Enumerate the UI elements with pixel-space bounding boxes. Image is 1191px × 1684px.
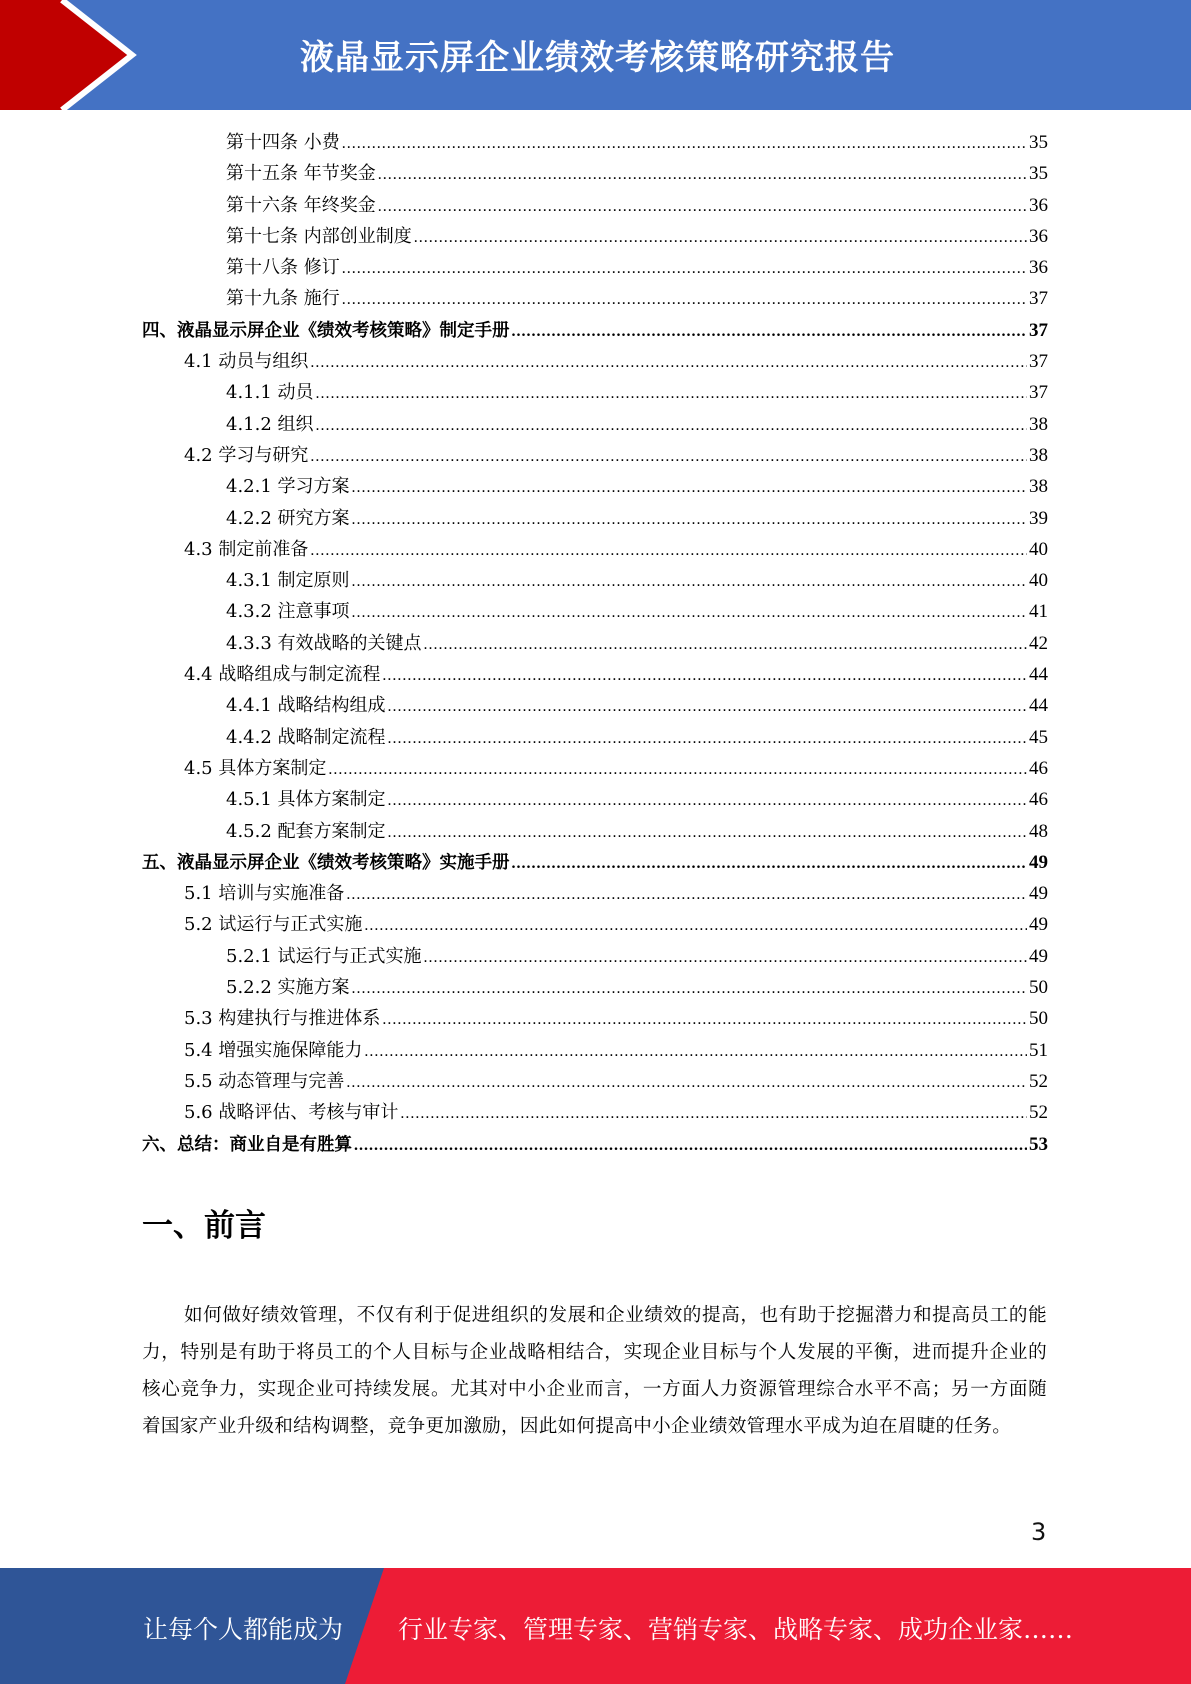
toc-entry-page: 37: [1029, 288, 1048, 310]
toc-dot-leader: [424, 942, 1027, 973]
toc-dot-leader: [352, 566, 1027, 597]
toc-entry-page: 44: [1029, 664, 1048, 686]
toc-entry-label: 第十四条 小费: [226, 132, 340, 153]
toc-dot-leader: [382, 660, 1027, 691]
header-title: 液晶显示屏企业绩效考核策略研究报告: [300, 38, 895, 78]
toc-entry-page: 35: [1029, 132, 1048, 153]
footer-slogan-right: 行业专家、管理专家、营销专家、战略专家、成功企业家……: [398, 1615, 1074, 1644]
toc-entry-page: 44: [1029, 695, 1048, 717]
toc-dot-leader: [342, 253, 1027, 284]
toc-entry-page: 52: [1029, 1102, 1048, 1124]
toc-entry-page: 51: [1029, 1039, 1048, 1061]
toc-entry-label: 四、液晶显示屏企业《绩效考核策略》制定手册: [142, 320, 510, 341]
toc-entry[interactable]: [142, 565, 1048, 596]
toc-dot-leader: [388, 691, 1027, 722]
toc-entry-label: 4.4.2 战略制定流程: [226, 726, 386, 748]
toc-entry-page: 36: [1029, 194, 1048, 216]
toc-entry[interactable]: [142, 283, 1048, 314]
toc-entry[interactable]: [142, 1003, 1048, 1034]
toc-entry-page: 36: [1029, 225, 1048, 247]
toc-entry-page: 53: [1029, 1133, 1048, 1155]
toc-entry-label: 4.4.1 战略结构组成: [226, 695, 386, 717]
toc-entry-label: 4.3.2 注意事项: [226, 601, 350, 623]
toc-dot-leader: [512, 316, 1028, 347]
toc-dot-leader: [400, 1098, 1027, 1129]
toc-dot-leader: [346, 879, 1027, 910]
page-header-banner: [0, 0, 1191, 110]
toc-entry-page: 38: [1029, 444, 1048, 466]
toc-dot-leader: [310, 535, 1027, 566]
toc-entry-label: 4.5.1 具体方案制定: [226, 789, 386, 811]
toc-entry-page: 49: [1029, 945, 1048, 967]
toc-entry-label: 4.1.2 组织: [226, 413, 314, 435]
toc-dot-leader: [378, 191, 1027, 222]
toc-entry[interactable]: [142, 1035, 1048, 1066]
toc-dot-leader: [512, 848, 1028, 879]
toc-entry-page: 41: [1029, 601, 1048, 623]
toc-dot-leader: [316, 378, 1027, 409]
toc-entry[interactable]: [142, 158, 1048, 189]
toc-entry[interactable]: [142, 409, 1048, 440]
toc-entry[interactable]: [142, 941, 1048, 972]
toc-entry[interactable]: [142, 909, 1048, 940]
toc-entry[interactable]: [142, 346, 1048, 377]
toc-entry-label: 第十五条 年节奖金: [226, 163, 376, 185]
toc-entry[interactable]: [142, 878, 1048, 909]
toc-dot-leader: [388, 785, 1027, 816]
toc-dot-leader: [352, 597, 1027, 628]
toc-entry-label: 4.3.1 制定原则: [226, 570, 350, 592]
toc-entry[interactable]: [142, 753, 1048, 784]
toc-entry-label: 5.2.2 实施方案: [226, 977, 350, 999]
toc-entry-label: 5.4 增强实施保障能力: [184, 1039, 363, 1061]
toc-dot-leader: [364, 910, 1027, 941]
toc-entry-label: 4.1 动员与组织: [184, 351, 309, 373]
toc-entry[interactable]: [142, 440, 1048, 471]
toc-entry[interactable]: [142, 1129, 1048, 1160]
toc-dot-leader: [316, 410, 1027, 441]
toc-entry[interactable]: [142, 972, 1048, 1003]
toc-entry-label: 5.2.1 试运行与正式实施: [226, 945, 422, 967]
toc-dot-leader: [388, 817, 1027, 848]
toc-entry[interactable]: [142, 596, 1048, 627]
toc-entry-label: 5.3 构建执行与推进体系: [184, 1008, 381, 1030]
section-title: 一、前言: [142, 1208, 266, 1244]
toc-entry[interactable]: [142, 315, 1048, 346]
toc-entry-page: 46: [1029, 757, 1048, 779]
toc-entry-page: 37: [1029, 382, 1048, 404]
toc-entry-label: 4.5 具体方案制定: [184, 757, 327, 779]
toc-entry-label: 5.5 动态管理与完善: [184, 1070, 345, 1092]
toc-dot-leader: [342, 128, 1027, 159]
toc-entry[interactable]: [142, 690, 1048, 721]
page-number: 3: [1031, 1518, 1047, 1546]
toc-dot-leader: [352, 472, 1027, 503]
table-of-contents: [142, 127, 1048, 1160]
toc-entry-label: 第十八条 修订: [226, 257, 340, 279]
toc-entry-page: 52: [1029, 1070, 1048, 1092]
toc-entry-page: 40: [1029, 570, 1048, 592]
toc-entry-page: 39: [1029, 507, 1048, 529]
toc-entry-label: 第十七条 内部创业制度: [226, 225, 412, 247]
toc-entry-label: 4.3 制定前准备: [184, 538, 309, 560]
toc-entry-label: 4.4 战略组成与制定流程: [184, 664, 381, 686]
toc-entry-label: 五、液晶显示屏企业《绩效考核策略》实施手册: [142, 852, 510, 873]
toc-entry-page: 38: [1029, 413, 1048, 435]
toc-entry-label: 5.2 试运行与正式实施: [184, 914, 363, 936]
toc-entry[interactable]: [142, 534, 1048, 565]
toc-dot-leader: [352, 973, 1027, 1004]
toc-entry[interactable]: [142, 659, 1048, 690]
toc-entry-label: 第十六条 年终奖金: [226, 194, 376, 216]
toc-entry-page: 45: [1029, 726, 1048, 748]
toc-dot-leader: [310, 441, 1027, 472]
toc-dot-leader: [414, 222, 1027, 253]
toc-dot-leader: [310, 347, 1027, 378]
toc-entry-page: 42: [1029, 632, 1048, 654]
toc-entry[interactable]: [142, 377, 1048, 408]
toc-dot-leader: [352, 504, 1027, 535]
toc-entry-label: 4.5.2 配套方案制定: [226, 820, 386, 842]
toc-dot-leader: [424, 629, 1027, 660]
toc-entry-page: 35: [1029, 163, 1048, 185]
toc-entry[interactable]: [142, 816, 1048, 847]
toc-entry-label: 4.2 学习与研究: [184, 444, 309, 466]
toc-dot-leader: [328, 754, 1027, 785]
toc-entry-page: 38: [1029, 476, 1048, 498]
toc-entry[interactable]: [142, 503, 1048, 534]
toc-entry[interactable]: [142, 190, 1048, 221]
toc-entry-label: 第十九条 施行: [226, 288, 340, 310]
toc-entry-page: 50: [1029, 977, 1048, 999]
toc-dot-leader: [354, 1130, 1027, 1161]
toc-entry-page: 46: [1029, 789, 1048, 811]
toc-entry-label: 5.6 战略评估、考核与审计: [184, 1102, 399, 1124]
page-footer-banner: [0, 1568, 1191, 1684]
section-paragraph: 如何做好绩效管理，不仅有利于促进组织的发展和企业绩效的提高，也有助于挖掘潜力和提高员工的能力，特别是有助于将员工的个人目标与企业战略相结合，实现企业目标与个人发展的平衡，进而提升企业的核心竞争力，实现企业可持续发展。尤其对中小企业而言，一方面人力资源管理综合水平不高；另一方面随着国家产业升级和结构调整，竞争更加激励，因此如何提高中小企业绩效管理水平成为迫在眉睫的任务。: [142, 1305, 1047, 1437]
toc-entry-label: 5.1 培训与实施准备: [184, 883, 345, 905]
toc-entry-label: 4.1.1 动员: [226, 382, 314, 404]
toc-dot-leader: [364, 1036, 1027, 1067]
toc-entry[interactable]: [142, 1066, 1048, 1097]
toc-dot-leader: [388, 723, 1027, 754]
toc-entry-page: 48: [1029, 820, 1048, 842]
footer-slogan-left: 让每个人都能成为: [143, 1615, 344, 1644]
toc-dot-leader: [378, 159, 1027, 190]
toc-entry-page: 49: [1029, 883, 1048, 905]
toc-dot-leader: [342, 284, 1027, 315]
toc-entry[interactable]: [142, 252, 1048, 283]
toc-entry-page: 49: [1029, 914, 1048, 936]
toc-dot-leader: [382, 1004, 1027, 1035]
toc-entry[interactable]: [142, 784, 1048, 815]
toc-entry-label: 六、总结：商业自是有胜算: [142, 1134, 352, 1155]
toc-entry-page: 37: [1029, 319, 1048, 341]
toc-entry-label: 4.2.1 学习方案: [226, 476, 350, 498]
toc-entry[interactable]: [142, 847, 1048, 878]
toc-entry-label: 4.2.2 研究方案: [226, 507, 350, 529]
toc-entry-label: 4.3.3 有效战略的关键点: [226, 632, 422, 654]
toc-entry[interactable]: [142, 221, 1048, 252]
toc-entry-page: 50: [1029, 1008, 1048, 1030]
toc-entry[interactable]: [142, 722, 1048, 753]
toc-entry[interactable]: [142, 127, 1048, 158]
toc-entry-page: 49: [1029, 851, 1048, 873]
toc-entry[interactable]: [142, 1097, 1048, 1128]
toc-dot-leader: [346, 1067, 1027, 1098]
toc-entry-page: 37: [1029, 351, 1048, 373]
toc-entry-page: 40: [1029, 538, 1048, 560]
toc-entry[interactable]: [142, 628, 1048, 659]
toc-entry-page: 36: [1029, 257, 1048, 279]
toc-entry[interactable]: [142, 471, 1048, 502]
